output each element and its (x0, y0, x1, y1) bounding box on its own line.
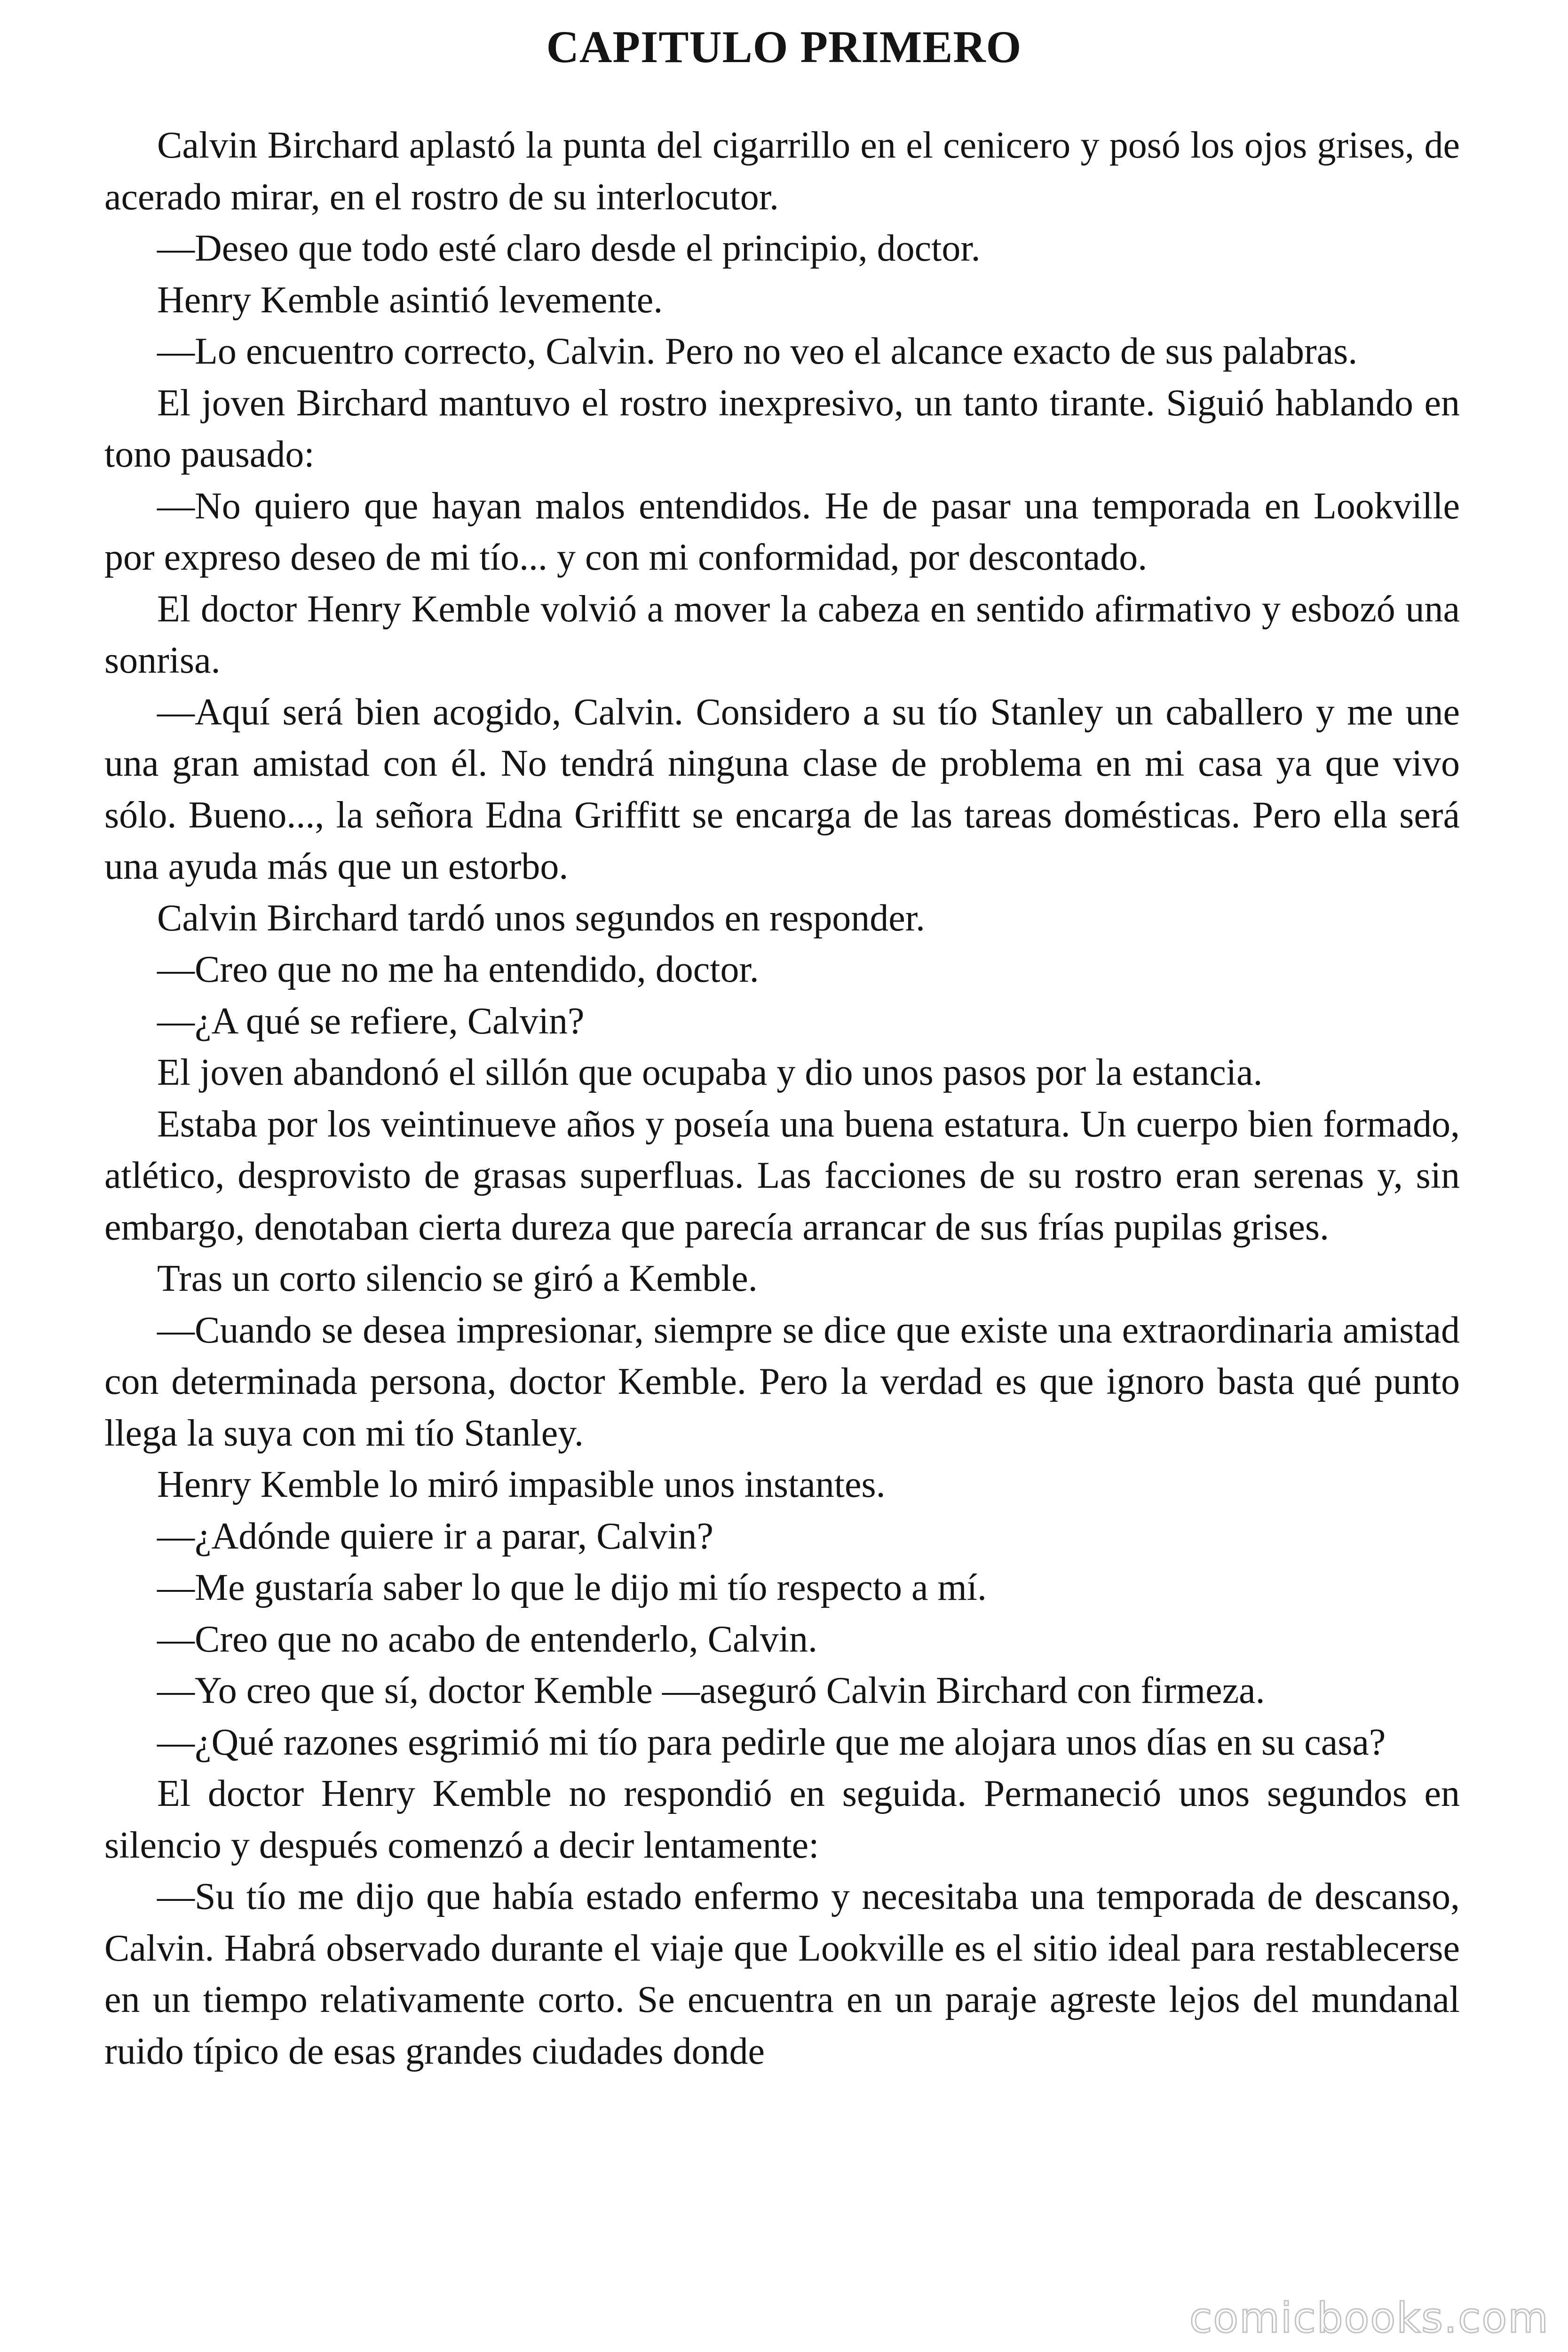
site-watermark: comicbooks.com (1189, 2294, 1549, 2342)
paragraph: —Creo que no me ha entendido, doctor. (157, 949, 759, 990)
paragraph: Estaba por los veintinueve años y poseía una buena estatura. Un cuerpo bien formado, atlético, desprovisto de grasas superfluas. Las facciones de su rostro eran serenas y, sin embargo, denotaban cierta dureza que parecía arrancar de sus frías pupilas grises. (104, 1103, 1460, 1248)
paragraph: —Lo encuentro correcto, Calvin. Pero no veo el alcance exacto de sus palabras. (157, 331, 1358, 372)
paragraph: Calvin Birchard aplastó la punta del cigarrillo en el cenicero y posó los ojos grises, de acerado mirar, en el rostro de su interlocutor. (104, 125, 1460, 218)
body-text (104, 120, 1460, 2077)
paragraph: —Creo que no acabo de entenderlo, Calvin. (157, 1618, 817, 1660)
paragraph: —Me gustaría saber lo que le dijo mi tío respecto a mí. (157, 1567, 987, 1608)
paragraph: —¿A qué se refiere, Calvin? (157, 1000, 585, 1042)
paragraph: —Aquí será bien acogido, Calvin. Considero a su tío Stanley un caballero y me une una gran amistad con él. No tendrá ninguna clase de problema en mi casa ya que vivo sólo. Bueno..., la señora Edna Griffitt se encarga de las tareas domésticas. Pero ella será una ayuda más que un estorbo. (104, 691, 1460, 887)
paragraph: —¿Adónde quiere ir a parar, Calvin? (157, 1515, 713, 1557)
paragraph: —Su tío me dijo que había estado enfermo y necesitaba una temporada de descanso, Calvin. Habrá observado durante el viaje que Lookville es el sitio ideal para restablecerse en un tiempo relativamente corto. Se encuentra en un paraje agreste lejos del mundanal ruido típico de esas grandes ciudades donde (104, 1876, 1460, 2072)
paragraph: —¿Qué razones esgrimió mi tío para pedirle que me alojara unos días en su casa? (157, 1721, 1386, 1763)
paragraph: El doctor Henry Kemble volvió a mover la cabeza en sentido afirmativo y esbozó una sonrisa. (104, 588, 1460, 681)
paragraph: Henry Kemble asintió levemente. (157, 279, 663, 321)
paragraph: —Deseo que todo esté claro desde el principio, doctor. (157, 228, 981, 269)
paragraph: El joven abandonó el sillón que ocupaba y dio unos pasos por la estancia. (157, 1052, 1263, 1093)
paragraph: —No quiero que hayan malos entendidos. He de pasar una temporada en Lookville por expreso deseo de mi tío... y con mi conformidad, por descontado. (104, 485, 1460, 578)
paragraph: —Yo creo que sí, doctor Kemble —aseguró Calvin Birchard con firmeza. (157, 1670, 1265, 1711)
paragraph: El doctor Henry Kemble no respondió en seguida. Permaneció unos segundos en silencio y después comenzó a decir lentamente: (104, 1773, 1460, 1866)
chapter-title: CAPITULO PRIMERO (546, 22, 1022, 72)
paragraph: Calvin Birchard tardó unos segundos en responder. (157, 897, 926, 939)
paragraph: —Cuando se desea impresionar, siempre se dice que existe una extraordinaria amistad con determinada persona, doctor Kemble. Pero la verdad es que ignoro basta qué punto llega la suya con mi tío Stanley. (104, 1309, 1460, 1454)
paragraph: El joven Birchard mantuvo el rostro inexpresivo, un tanto tirante. Siguió hablando en tono pausado: (104, 382, 1460, 475)
paragraph: Henry Kemble lo miró impasible unos instantes. (157, 1464, 886, 1505)
paragraph: Tras un corto silencio se giró a Kemble. (157, 1258, 758, 1299)
